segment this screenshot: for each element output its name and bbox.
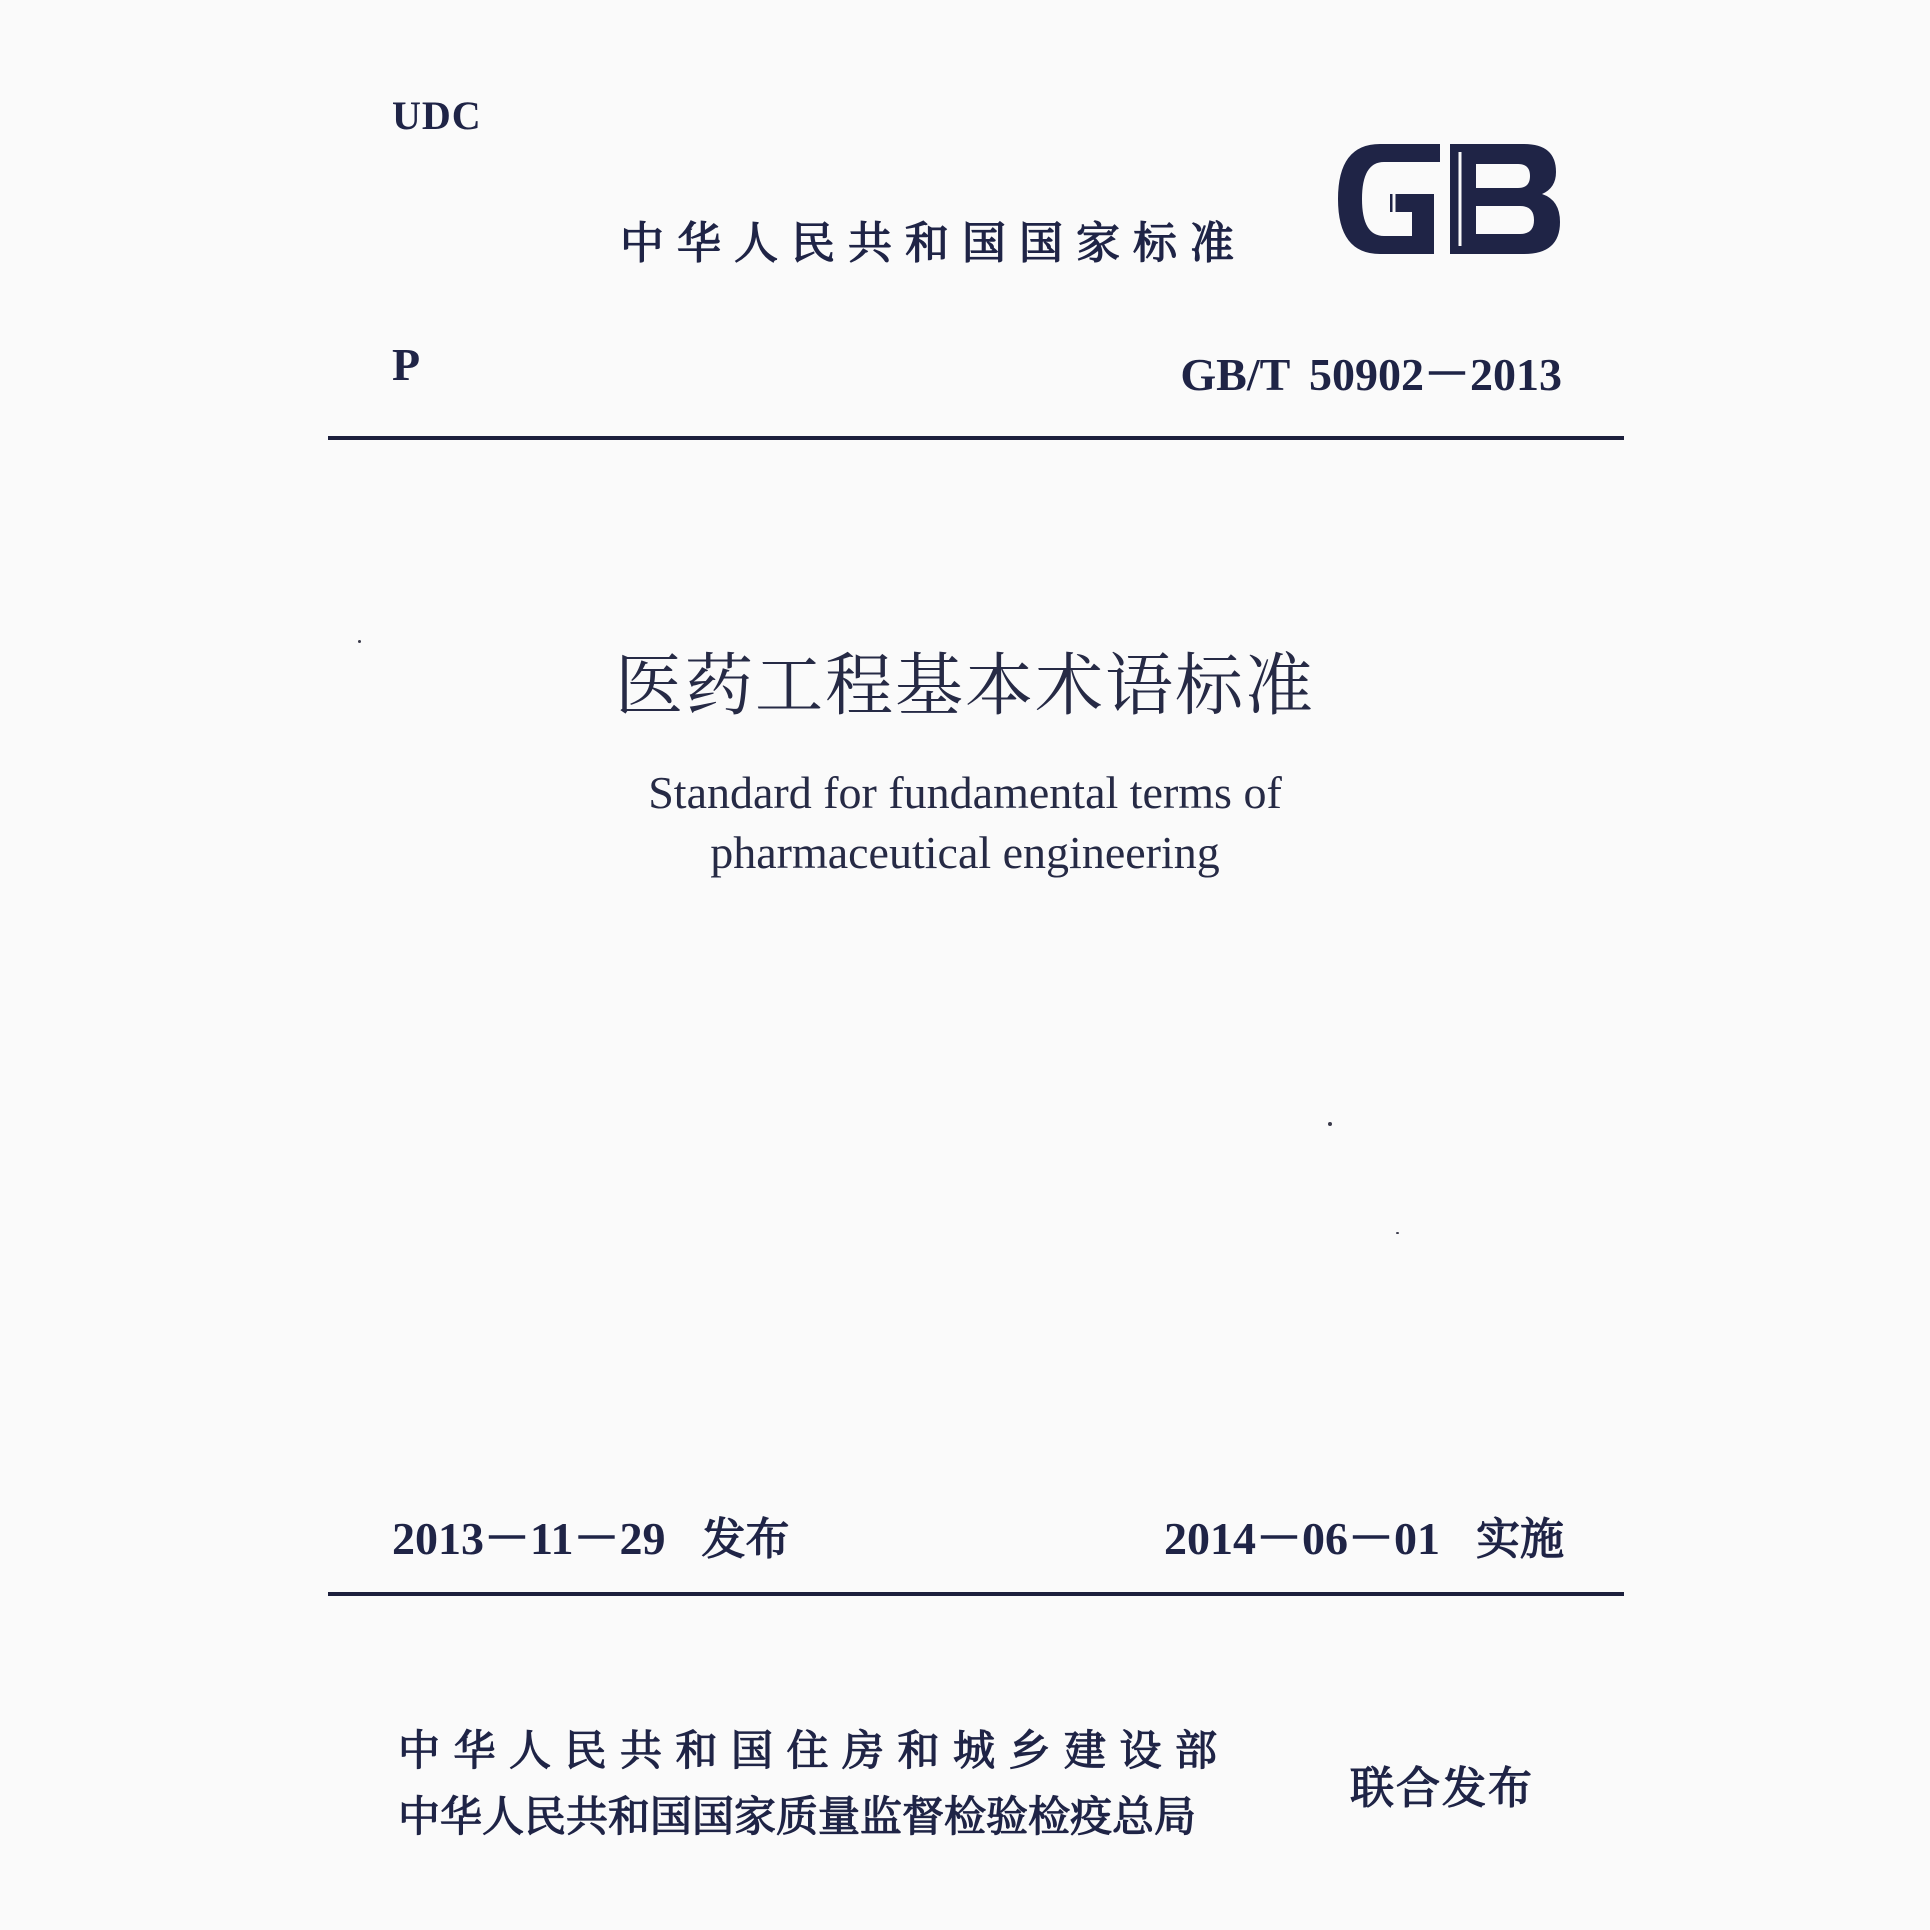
print-speck [1328,1122,1332,1126]
implement-date-block [1164,1502,1564,1568]
top-divider [328,436,1624,440]
category-code: P [392,339,421,390]
joint-issue-label: 联合发布 [1350,1763,1534,1814]
udc-label: UDC [392,93,482,138]
issue-date: 2013－11－29 [392,1513,666,1564]
gb-logo [1328,136,1564,262]
title-english-line2: pharmaceutical engineering [710,827,1220,878]
issue-date-block [392,1502,789,1568]
implement-date: 2014－06－01 [1164,1513,1440,1564]
print-speck [358,640,361,643]
national-standard-heading: 中华人民共和国国家标准 [620,218,1247,269]
implement-label: 实施 [1476,1514,1564,1565]
title-chinese: 医药工程基本术语标准 [614,647,1315,726]
publisher-aqsiq: 中华人民共和国国家质量监督检验检疫总局 [398,1792,1197,1841]
publisher-ministry: 中华人民共和国住房和城乡建设部 [398,1726,1231,1775]
print-speck [1396,1232,1399,1234]
bottom-divider [328,1592,1624,1596]
issue-label: 发布 [701,1514,790,1565]
standard-number: GB/T 50902－2013 [1180,349,1562,400]
title-english-line1: Standard for fundamental terms of [648,767,1282,818]
